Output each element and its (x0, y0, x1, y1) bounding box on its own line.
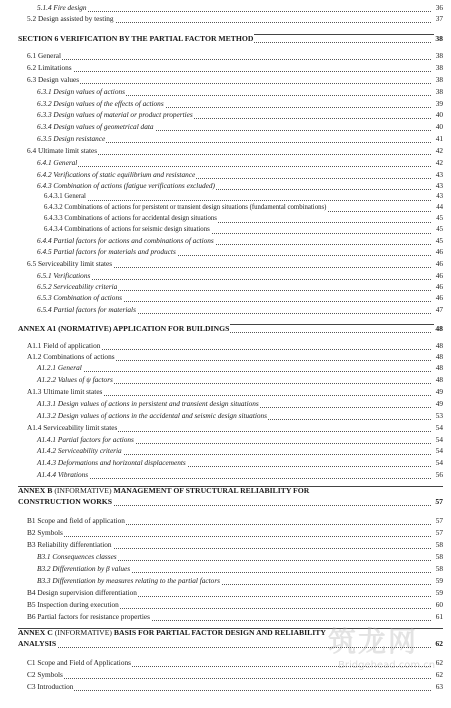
toc-entry-title: B3.2 Differentiation by β values (37, 564, 131, 573)
toc-entry-title: A1.4.4 Vibrations (37, 470, 89, 479)
toc-entry-page: 63 (435, 682, 443, 691)
watermark-glyphs: 筑龙网 (328, 625, 419, 658)
toc-entry-page: 38 (435, 87, 443, 96)
toc-entry[interactable] (0, 193, 451, 203)
toc-entry-title: 6.4.1 General (37, 158, 78, 167)
toc-entry-page: 62 (435, 658, 443, 667)
toc-entry-page: 40 (435, 110, 443, 119)
annex-heading-title: MANAGEMENT OF STRUCTURAL RELIABILITY FOR (113, 486, 310, 495)
toc-entry-title: A1.3.1 Design values of actions in persistent and transient design situations (37, 399, 259, 408)
toc-entry[interactable] (0, 147, 451, 157)
toc-entry-title: 6.4.2 Verifications of static equilibrium and resistance (37, 170, 196, 179)
toc-entry[interactable] (0, 517, 451, 527)
toc-entry[interactable] (0, 294, 451, 304)
toc-entry[interactable] (0, 135, 451, 145)
dot-leader (27, 690, 431, 691)
toc-entry-page: 59 (435, 588, 443, 597)
toc-entry-title: SECTION 6 VERIFICATION BY THE PARTIAL FACTOR METHOD (18, 34, 254, 43)
annex-heading-type: (INFORMATIVE) (52, 486, 114, 495)
toc-entry-page: 57 (435, 516, 443, 525)
toc-entry-page: 40 (435, 122, 443, 131)
toc-entry-title: B3.1 Consequences classes (37, 552, 117, 561)
toc-entry[interactable] (0, 306, 451, 316)
toc-entry[interactable] (0, 52, 451, 62)
dot-leader (27, 83, 431, 84)
toc-entry-page: 38 (435, 51, 443, 60)
toc-entry-page: 49 (435, 399, 443, 408)
toc-entry-page: 45 (435, 236, 443, 245)
toc-entry-title: ANNEX A1 (NORMATIVE) APPLICATION FOR BUILDINGS (18, 324, 230, 333)
toc-entry[interactable] (0, 589, 451, 599)
toc-entry[interactable] (0, 553, 451, 563)
toc-entry-page: 61 (435, 612, 443, 621)
toc-entry-page: 45 (436, 226, 443, 233)
annex-heading-label: ANNEX C (18, 628, 53, 637)
toc-entry[interactable] (0, 471, 451, 481)
dot-leader (44, 200, 431, 201)
toc-entry-page: 42 (435, 146, 443, 155)
annex-heading-title-cont: CONSTRUCTION WORKS (18, 497, 113, 506)
toc-entry-title: 6.3.3 Design values of material or product properties (37, 110, 193, 119)
toc-entry[interactable] (0, 565, 451, 575)
toc-entry[interactable] (0, 111, 451, 121)
toc-entry-title: A1.3.2 Design values of actions in the accidental and seismic design situations (37, 411, 268, 420)
toc-entry-title: A1.2.1 General (37, 363, 82, 372)
dot-leader (37, 166, 431, 167)
toc-entry-title: 6.1 General (27, 51, 62, 60)
toc-entry-title: A1.2.2 Values of ψ factors (37, 375, 113, 384)
dot-leader (37, 478, 431, 479)
toc-entry-title: A1.2 Combinations of actions (27, 352, 115, 361)
annex-heading-line1[interactable] (18, 486, 309, 496)
toc-entry[interactable] (0, 123, 451, 133)
dot-leader (37, 11, 431, 12)
toc-entry-title: B4 Design supervision differentiation (27, 588, 137, 597)
toc-entry-page: 41 (435, 134, 443, 143)
toc-entry-title: 5.1.4 Fire design (37, 3, 87, 12)
toc-entry-title: B2 Symbols (27, 528, 63, 537)
toc-entry-page: 43 (435, 181, 443, 190)
toc-entry-title: B6 Partial factors for resistance properties (27, 612, 150, 621)
toc-entry[interactable] (0, 248, 451, 258)
toc-entry-title: 6.2 Limitations (27, 63, 72, 72)
toc-entry[interactable] (0, 35, 451, 45)
toc-entry[interactable] (0, 459, 451, 469)
toc-entry-title: 6.5 Serviceability limit states (27, 259, 113, 268)
toc-entry-title: 6.4.3.2 Combinations of actions for persistent or transient design situations (fundamental combinations) (44, 204, 327, 211)
toc-entry-page: 38 (435, 75, 443, 84)
toc-entry-page: 58 (435, 564, 443, 573)
toc-entry[interactable] (0, 283, 451, 293)
toc-entry-title: 6.5.3 Combination of actions (37, 293, 122, 302)
toc-entry-title: 6.5.2 Serviceability criteria (37, 282, 118, 291)
toc-entry-page: 46 (435, 259, 443, 268)
annex-heading-line1[interactable] (18, 628, 326, 638)
toc-entry-page: 38 (435, 34, 443, 43)
toc-entry-page: 44 (436, 204, 443, 211)
toc-entry-page: 49 (435, 387, 443, 396)
dot-leader (18, 647, 431, 648)
dot-leader (27, 678, 431, 679)
toc-entry-title: 6.4.3.4 Combinations of actions for seismic design situations (44, 226, 210, 233)
toc-entry-title: 6.4.4 Partial factors for actions and combinations of actions (37, 236, 214, 245)
toc-entry[interactable] (0, 215, 451, 225)
toc-entry-title: 6.5.1 Verifications (37, 271, 91, 280)
toc-entry-title: 6.3.4 Design values of geometrical data (37, 122, 154, 131)
toc-entry-title: 6.4.3.3 Combinations of actions for accidental design situations (44, 215, 217, 222)
toc-entry-page: 57 (435, 528, 443, 537)
toc-entry-title: C1 Scope and Field of Applications (27, 658, 131, 667)
toc-entry-title: A1.4 Serviceability limit states (27, 423, 118, 432)
toc-entry-page: 58 (435, 552, 443, 561)
toc-entry-page: 45 (436, 215, 443, 222)
toc-entry-title: B5 Inspection during execution (27, 600, 119, 609)
toc-entry[interactable] (0, 541, 451, 551)
watermark-logo (318, 618, 448, 698)
dot-leader (37, 279, 431, 280)
dot-leader (27, 536, 431, 537)
toc-entry-title: 6.3.1 Design values of actions (37, 87, 125, 96)
toc-entry-page: 46 (435, 282, 443, 291)
toc-entry-page: 48 (435, 324, 443, 333)
toc-entry-title: A1.3 Ultimate limit states (27, 387, 103, 396)
annex-heading-line2[interactable] (0, 498, 451, 508)
toc-entry-page: 36 (435, 3, 443, 12)
toc-entry[interactable] (0, 237, 451, 247)
annex-heading-label: ANNEX B (18, 486, 53, 495)
annex-heading-title: BASIS FOR PARTIAL FACTOR DESIGN AND RELIABILITY (113, 628, 326, 637)
toc-entry-page: 48 (435, 375, 443, 384)
toc-entry-page: 54 (435, 458, 443, 467)
toc-entry-page: 48 (435, 363, 443, 372)
toc-entry[interactable] (0, 601, 451, 611)
toc-entry-page: 47 (435, 305, 443, 314)
toc-entry[interactable] (0, 412, 451, 422)
toc-entry[interactable] (0, 529, 451, 539)
toc-entry-title: C3 Introduction (27, 682, 74, 691)
annex-heading-type: (INFORMATIVE) (52, 628, 114, 637)
dot-leader (27, 59, 431, 60)
toc-entry-title: B3 Reliability differentiation (27, 540, 112, 549)
toc-entry-title: 6.5.4 Partial factors for materials (37, 305, 136, 314)
toc-entry[interactable] (0, 4, 451, 14)
toc-entry-page: 60 (435, 600, 443, 609)
toc-entry[interactable] (0, 325, 451, 335)
toc-entry[interactable] (0, 88, 451, 98)
toc-entry-title: A1.4.1 Partial factors for actions (37, 435, 134, 444)
toc-entry-page: 37 (435, 14, 443, 23)
toc-entry-title: 6.3.2 Design values of the effects of actions (37, 99, 164, 108)
toc-entry-title: B3.3 Differentiation by measures relating to the partial factors (37, 576, 221, 585)
toc-entry-title: A1.1 Field of application (27, 341, 101, 350)
toc-entry-page: 43 (436, 193, 443, 200)
toc-entry[interactable] (0, 447, 451, 457)
toc-entry[interactable] (0, 353, 451, 363)
rule-line (18, 486, 443, 487)
toc-entry-page: 39 (435, 99, 443, 108)
toc-entry-page: 48 (435, 341, 443, 350)
toc-entry-page: 46 (435, 271, 443, 280)
toc-entry[interactable] (0, 424, 451, 434)
toc-entry[interactable] (0, 272, 451, 282)
toc-entry[interactable] (0, 76, 451, 86)
toc-entry[interactable] (0, 64, 451, 74)
annex-heading-title-cont: ANALYSIS (18, 639, 57, 648)
toc-entry-page: 62 (435, 639, 443, 648)
toc-entry-title: 5.2 Design assisted by testing (27, 14, 114, 23)
toc-entry[interactable] (0, 364, 451, 374)
toc-entry[interactable] (0, 171, 451, 181)
toc-entry-title: 6.4 Ultimate limit states (27, 146, 98, 155)
toc-entry[interactable] (0, 577, 451, 587)
toc-entry[interactable] (0, 182, 451, 192)
toc-entry-page: 53 (435, 411, 443, 420)
toc-entry-title: A1.4.2 Serviceability criteria (37, 446, 122, 455)
toc-entry-title: 6.4.3.1 General (44, 193, 86, 200)
watermark-url: Bridgehead.com.cn (338, 660, 436, 671)
toc-entry-title: 6.3 Design values (27, 75, 80, 84)
toc-entry[interactable] (0, 15, 451, 25)
toc-entry-page: 57 (435, 497, 443, 506)
toc-entry-title: A1.4.3 Deformations and horizontal displacements (37, 458, 186, 467)
toc-entry-page: 43 (435, 170, 443, 179)
toc-entry-page: 58 (435, 540, 443, 549)
toc-entry-page: 59 (435, 576, 443, 585)
toc-entry-title: 6.4.3 Combination of actions (fatigue verifications excluded) (37, 181, 215, 190)
toc-entry-page: 62 (435, 670, 443, 679)
toc-entry-page: 42 (435, 158, 443, 167)
toc-entry[interactable] (0, 436, 451, 446)
toc-entry-page: 38 (435, 63, 443, 72)
toc-entry-title: 6.3.5 Design resistance (37, 134, 106, 143)
toc-entry-page: 46 (435, 247, 443, 256)
toc-entry[interactable] (0, 388, 451, 398)
toc-entry-page: 56 (435, 470, 443, 479)
toc-entry[interactable] (0, 376, 451, 386)
toc-entry[interactable] (0, 342, 451, 352)
toc-entry-page: 46 (435, 293, 443, 302)
dot-leader (37, 371, 431, 372)
toc-entry-title: C2 Symbols (27, 670, 63, 679)
dot-leader (27, 71, 431, 72)
toc-entry[interactable] (0, 260, 451, 270)
toc-entry[interactable] (0, 159, 451, 169)
toc-entry-page: 48 (435, 352, 443, 361)
toc-entry-title: 6.4.5 Partial factors for materials and products (37, 247, 176, 256)
toc-entry[interactable] (0, 100, 451, 110)
toc-entry[interactable] (0, 226, 451, 236)
toc-entry[interactable] (0, 204, 451, 214)
toc-entry-page: 54 (435, 435, 443, 444)
toc-entry[interactable] (0, 400, 451, 410)
toc-entry-title: B1 Scope and field of application (27, 516, 125, 525)
toc-entry-page: 54 (435, 446, 443, 455)
toc-entry-page: 54 (435, 423, 443, 432)
